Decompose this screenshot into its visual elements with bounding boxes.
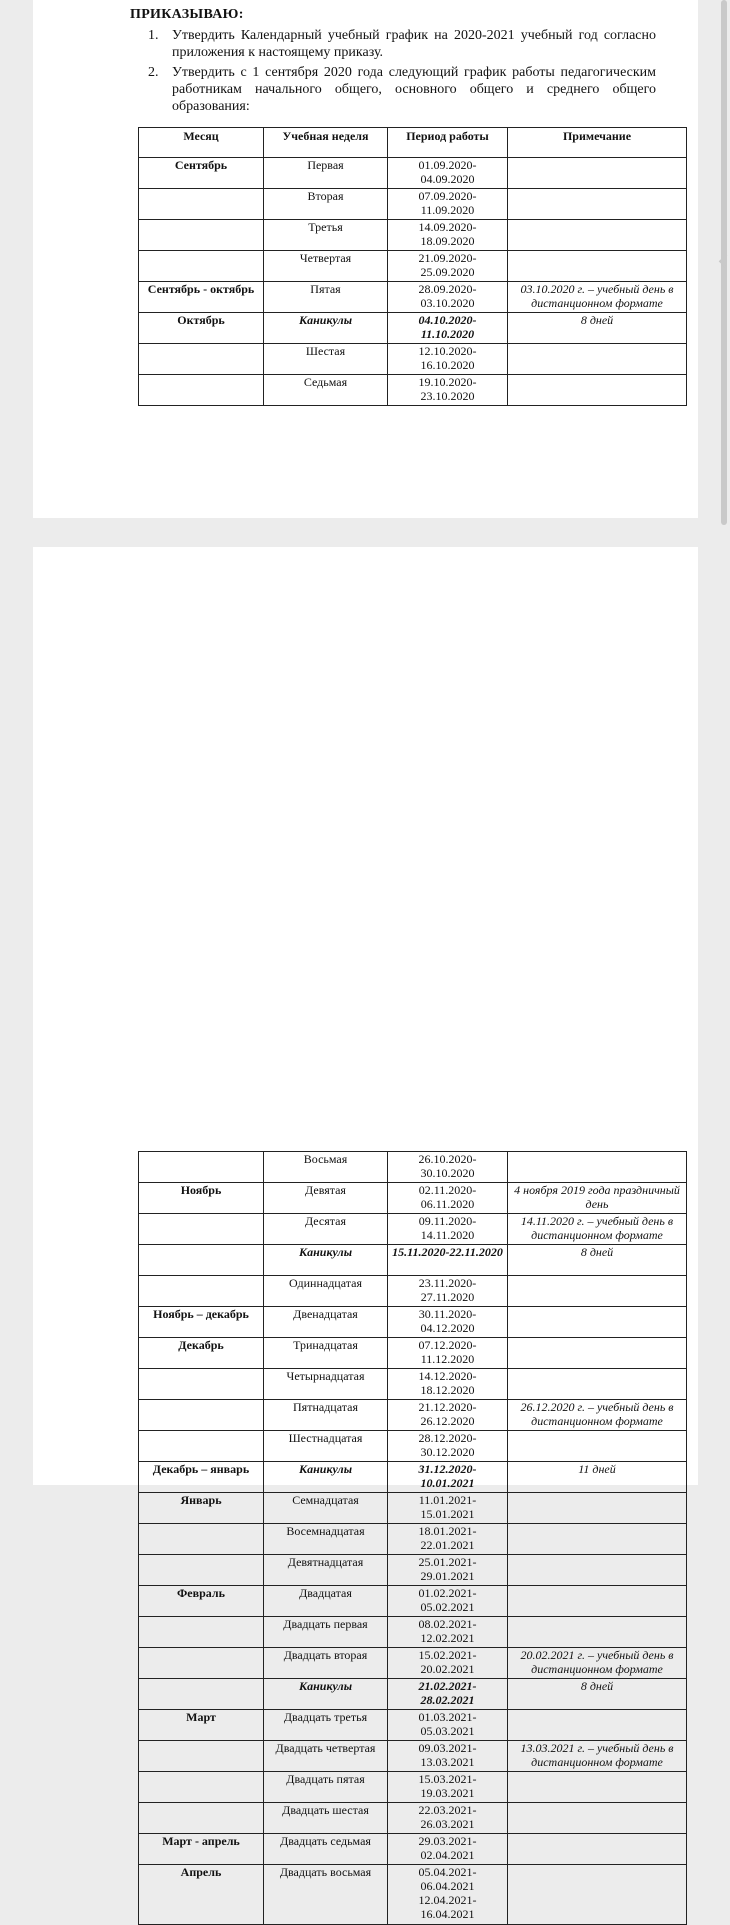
month-cell [139,1772,264,1803]
month-cell [139,1400,264,1431]
table-row [139,1214,687,1245]
table-row [139,1803,687,1834]
period-cell: 08.02.2021-12.02.2021 [388,1617,508,1648]
week-cell: Каникулы [264,1679,388,1710]
period-cell: 01.03.2021-05.03.2021 [388,1710,508,1741]
month-cell [139,1741,264,1772]
month-cell [139,251,264,282]
note-cell [508,189,687,220]
month-cell: Февраль [139,1586,264,1617]
period-cell: 15.02.2021-20.02.2021 [388,1648,508,1679]
month-cell: Январь [139,1493,264,1524]
week-cell: Каникулы [264,313,388,344]
note-cell: 11 дней [508,1462,687,1493]
month-cell: Март [139,1710,264,1741]
period-cell: 21.02.2021-28.02.2021 [388,1679,508,1710]
period-cell: 01.09.2020-04.09.2020 [388,158,508,189]
table-row [139,1555,687,1586]
note-cell [508,251,687,282]
month-cell: Декабрь [139,1338,264,1369]
month-cell [139,1524,264,1555]
month-cell [139,344,264,375]
schedule-table-part-2 [138,1151,687,1925]
week-cell: Пятнадцатая [264,1400,388,1431]
week-cell: Девятая [264,1183,388,1214]
period-cell: 14.09.2020-18.09.2020 [388,220,508,251]
item-number: 1. [148,28,159,43]
period-cell: 07.12.2020-11.12.2020 [388,1338,508,1369]
week-cell: Каникулы [264,1462,388,1493]
note-cell [508,1493,687,1524]
header-week: Учебная неделя [264,128,388,158]
header-period: Период работы [388,128,508,158]
table-row [139,1865,687,1925]
note-cell: 8 дней [508,1245,687,1276]
note-cell: 8 дней [508,313,687,344]
period-cell: 30.11.2020-04.12.2020 [388,1307,508,1338]
note-cell [508,1834,687,1865]
month-cell [139,1648,264,1679]
table-row [139,1307,687,1338]
week-cell: Тринадцатая [264,1338,388,1369]
note-cell [508,1710,687,1741]
month-cell [139,189,264,220]
week-cell: Двадцать шестая [264,1803,388,1834]
week-cell: Десятая [264,1214,388,1245]
month-cell [139,1369,264,1400]
week-cell: Четырнадцатая [264,1369,388,1400]
note-cell: 20.02.2021 г. – учебный день в дистанционном формате [508,1648,687,1679]
note-cell [508,1338,687,1369]
table-row [139,1524,687,1555]
week-cell: Седьмая [264,375,388,406]
document-page-2 [33,547,698,1921]
table-row [139,1462,687,1493]
table-row [139,1369,687,1400]
month-cell [139,375,264,406]
note-cell [508,220,687,251]
note-cell [508,1617,687,1648]
period-cell: 15.03.2021-19.03.2021 [388,1772,508,1803]
month-cell [139,1152,264,1183]
week-cell: Каникулы [264,1245,388,1276]
note-cell [508,344,687,375]
week-cell: Третья [264,220,388,251]
month-cell: Сентябрь - октябрь [139,282,264,313]
note-cell: 8 дней [508,1679,687,1710]
table-row [139,1586,687,1617]
week-cell: Одиннадцатая [264,1276,388,1307]
period-cell: 11.01.2021-15.01.2021 [388,1493,508,1524]
note-cell [508,1524,687,1555]
table-row [139,1338,687,1369]
period-cell: 07.09.2020-11.09.2020 [388,189,508,220]
period-cell: 31.12.2020-10.01.2021 [388,1462,508,1493]
period-cell: 19.10.2020-23.10.2020 [388,375,508,406]
period-cell: 26.10.2020-30.10.2020 [388,1152,508,1183]
table-row [139,1772,687,1803]
week-cell: Двадцать третья [264,1710,388,1741]
note-cell: 13.03.2021 г. – учебный день в дистанционном формате [508,1741,687,1772]
month-cell: Апрель [139,1865,264,1925]
table-row [139,1152,687,1183]
month-cell [139,1245,264,1276]
week-cell: Двадцать четвертая [264,1741,388,1772]
week-cell: Восьмая [264,1152,388,1183]
period-cell: 12.10.2020-16.10.2020 [388,344,508,375]
month-cell [139,1555,264,1586]
note-cell: 03.10.2020 г. – учебный день в дистанционном формате [508,282,687,313]
week-cell: Шестнадцатая [264,1431,388,1462]
period-cell: 02.11.2020-06.11.2020 [388,1183,508,1214]
note-cell [508,1152,687,1183]
period-cell: 09.03.2021-13.03.2021 [388,1741,508,1772]
month-cell [139,1431,264,1462]
month-cell: Октябрь [139,313,264,344]
period-cell: 28.12.2020-30.12.2020 [388,1431,508,1462]
table-row [139,313,687,344]
month-cell [139,1803,264,1834]
week-cell: Двадцать вторая [264,1648,388,1679]
order-heading: ПРИКАЗЫВАЮ: [130,7,244,22]
month-cell [139,1679,264,1710]
month-cell: Декабрь – январь [139,1462,264,1493]
table-row [139,1617,687,1648]
period-cell: 09.11.2020-14.11.2020 [388,1214,508,1245]
table-row [139,282,687,313]
table-row [139,220,687,251]
period-cell: 05.04.2021-06.04.2021 12.04.2021-16.04.2021 [388,1865,508,1925]
week-cell: Девятнадцатая [264,1555,388,1586]
period-cell: 29.03.2021-02.04.2021 [388,1834,508,1865]
document-page-1 [33,0,698,518]
month-cell [139,1276,264,1307]
week-cell: Пятая [264,282,388,313]
header-note: Примечание [508,128,687,158]
table-row [139,251,687,282]
note-cell [508,1431,687,1462]
table-row [139,1834,687,1865]
period-cell: 04.10.2020-11.10.2020 [388,313,508,344]
week-cell: Четвертая [264,251,388,282]
week-cell: Восемнадцатая [264,1524,388,1555]
order-item-2 [148,64,656,115]
note-cell: 14.11.2020 г. – учебный день в дистанционном формате [508,1214,687,1245]
note-cell [508,1586,687,1617]
table-row [139,1710,687,1741]
table-row [139,1276,687,1307]
note-cell [508,1276,687,1307]
note-cell: 4 ноября 2019 года праздничный день [508,1183,687,1214]
month-cell [139,1214,264,1245]
period-cell: 25.01.2021-29.01.2021 [388,1555,508,1586]
table-row [139,1400,687,1431]
header-month: Месяц [139,128,264,158]
period-cell: 14.12.2020-18.12.2020 [388,1369,508,1400]
month-cell [139,220,264,251]
note-cell [508,1555,687,1586]
table-row [139,158,687,189]
month-cell: Ноябрь – декабрь [139,1307,264,1338]
table-row [139,1648,687,1679]
period-cell: 28.09.2020-03.10.2020 [388,282,508,313]
table-row [139,1183,687,1214]
note-cell [508,158,687,189]
table-row [139,1431,687,1462]
period-cell: 15.11.2020-22.11.2020 [388,1245,508,1276]
table-row [139,1245,687,1276]
month-cell [139,1617,264,1648]
week-cell: Двадцатая [264,1586,388,1617]
period-cell: 23.11.2020-27.11.2020 [388,1276,508,1307]
period-cell: 18.01.2021-22.01.2021 [388,1524,508,1555]
table-row [139,1493,687,1524]
schedule-table-part-1 [138,127,687,406]
note-cell [508,1803,687,1834]
item-text: Утвердить с 1 сентября 2020 года следующий график работы педагогическим работникам начального общего, основного общего и среднего общего образования: [172,65,656,114]
note-cell [508,1369,687,1400]
week-cell: Двадцать седьмая [264,1834,388,1865]
week-cell: Вторая [264,189,388,220]
week-cell: Двадцать пятая [264,1772,388,1803]
table-row [139,344,687,375]
order-item-1 [148,27,656,61]
table-header-row [139,128,687,158]
period-cell: 01.02.2021-05.02.2021 [388,1586,508,1617]
table-row [139,189,687,220]
note-cell: 26.12.2020 г. – учебный день в дистанционном формате [508,1400,687,1431]
week-cell: Двадцать восьмая [264,1865,388,1925]
month-cell: Сентябрь [139,158,264,189]
month-cell: Ноябрь [139,1183,264,1214]
item-number: 2. [148,65,159,80]
table-row [139,1741,687,1772]
item-text: Утвердить Календарный учебный график на 2020-2021 учебный год согласно приложения к настоящему приказу. [172,28,656,60]
week-cell: Шестая [264,344,388,375]
period-cell: 22.03.2021-26.03.2021 [388,1803,508,1834]
note-cell [508,375,687,406]
week-cell: Первая [264,158,388,189]
week-cell: Двадцать первая [264,1617,388,1648]
week-cell: Двенадцатая [264,1307,388,1338]
month-cell: Март - апрель [139,1834,264,1865]
table-row [139,375,687,406]
note-cell [508,1772,687,1803]
week-cell: Семнадцатая [264,1493,388,1524]
note-cell [508,1307,687,1338]
period-cell: 21.09.2020-25.09.2020 [388,251,508,282]
note-cell [508,1865,687,1925]
table-row [139,1679,687,1710]
period-cell: 21.12.2020-26.12.2020 [388,1400,508,1431]
